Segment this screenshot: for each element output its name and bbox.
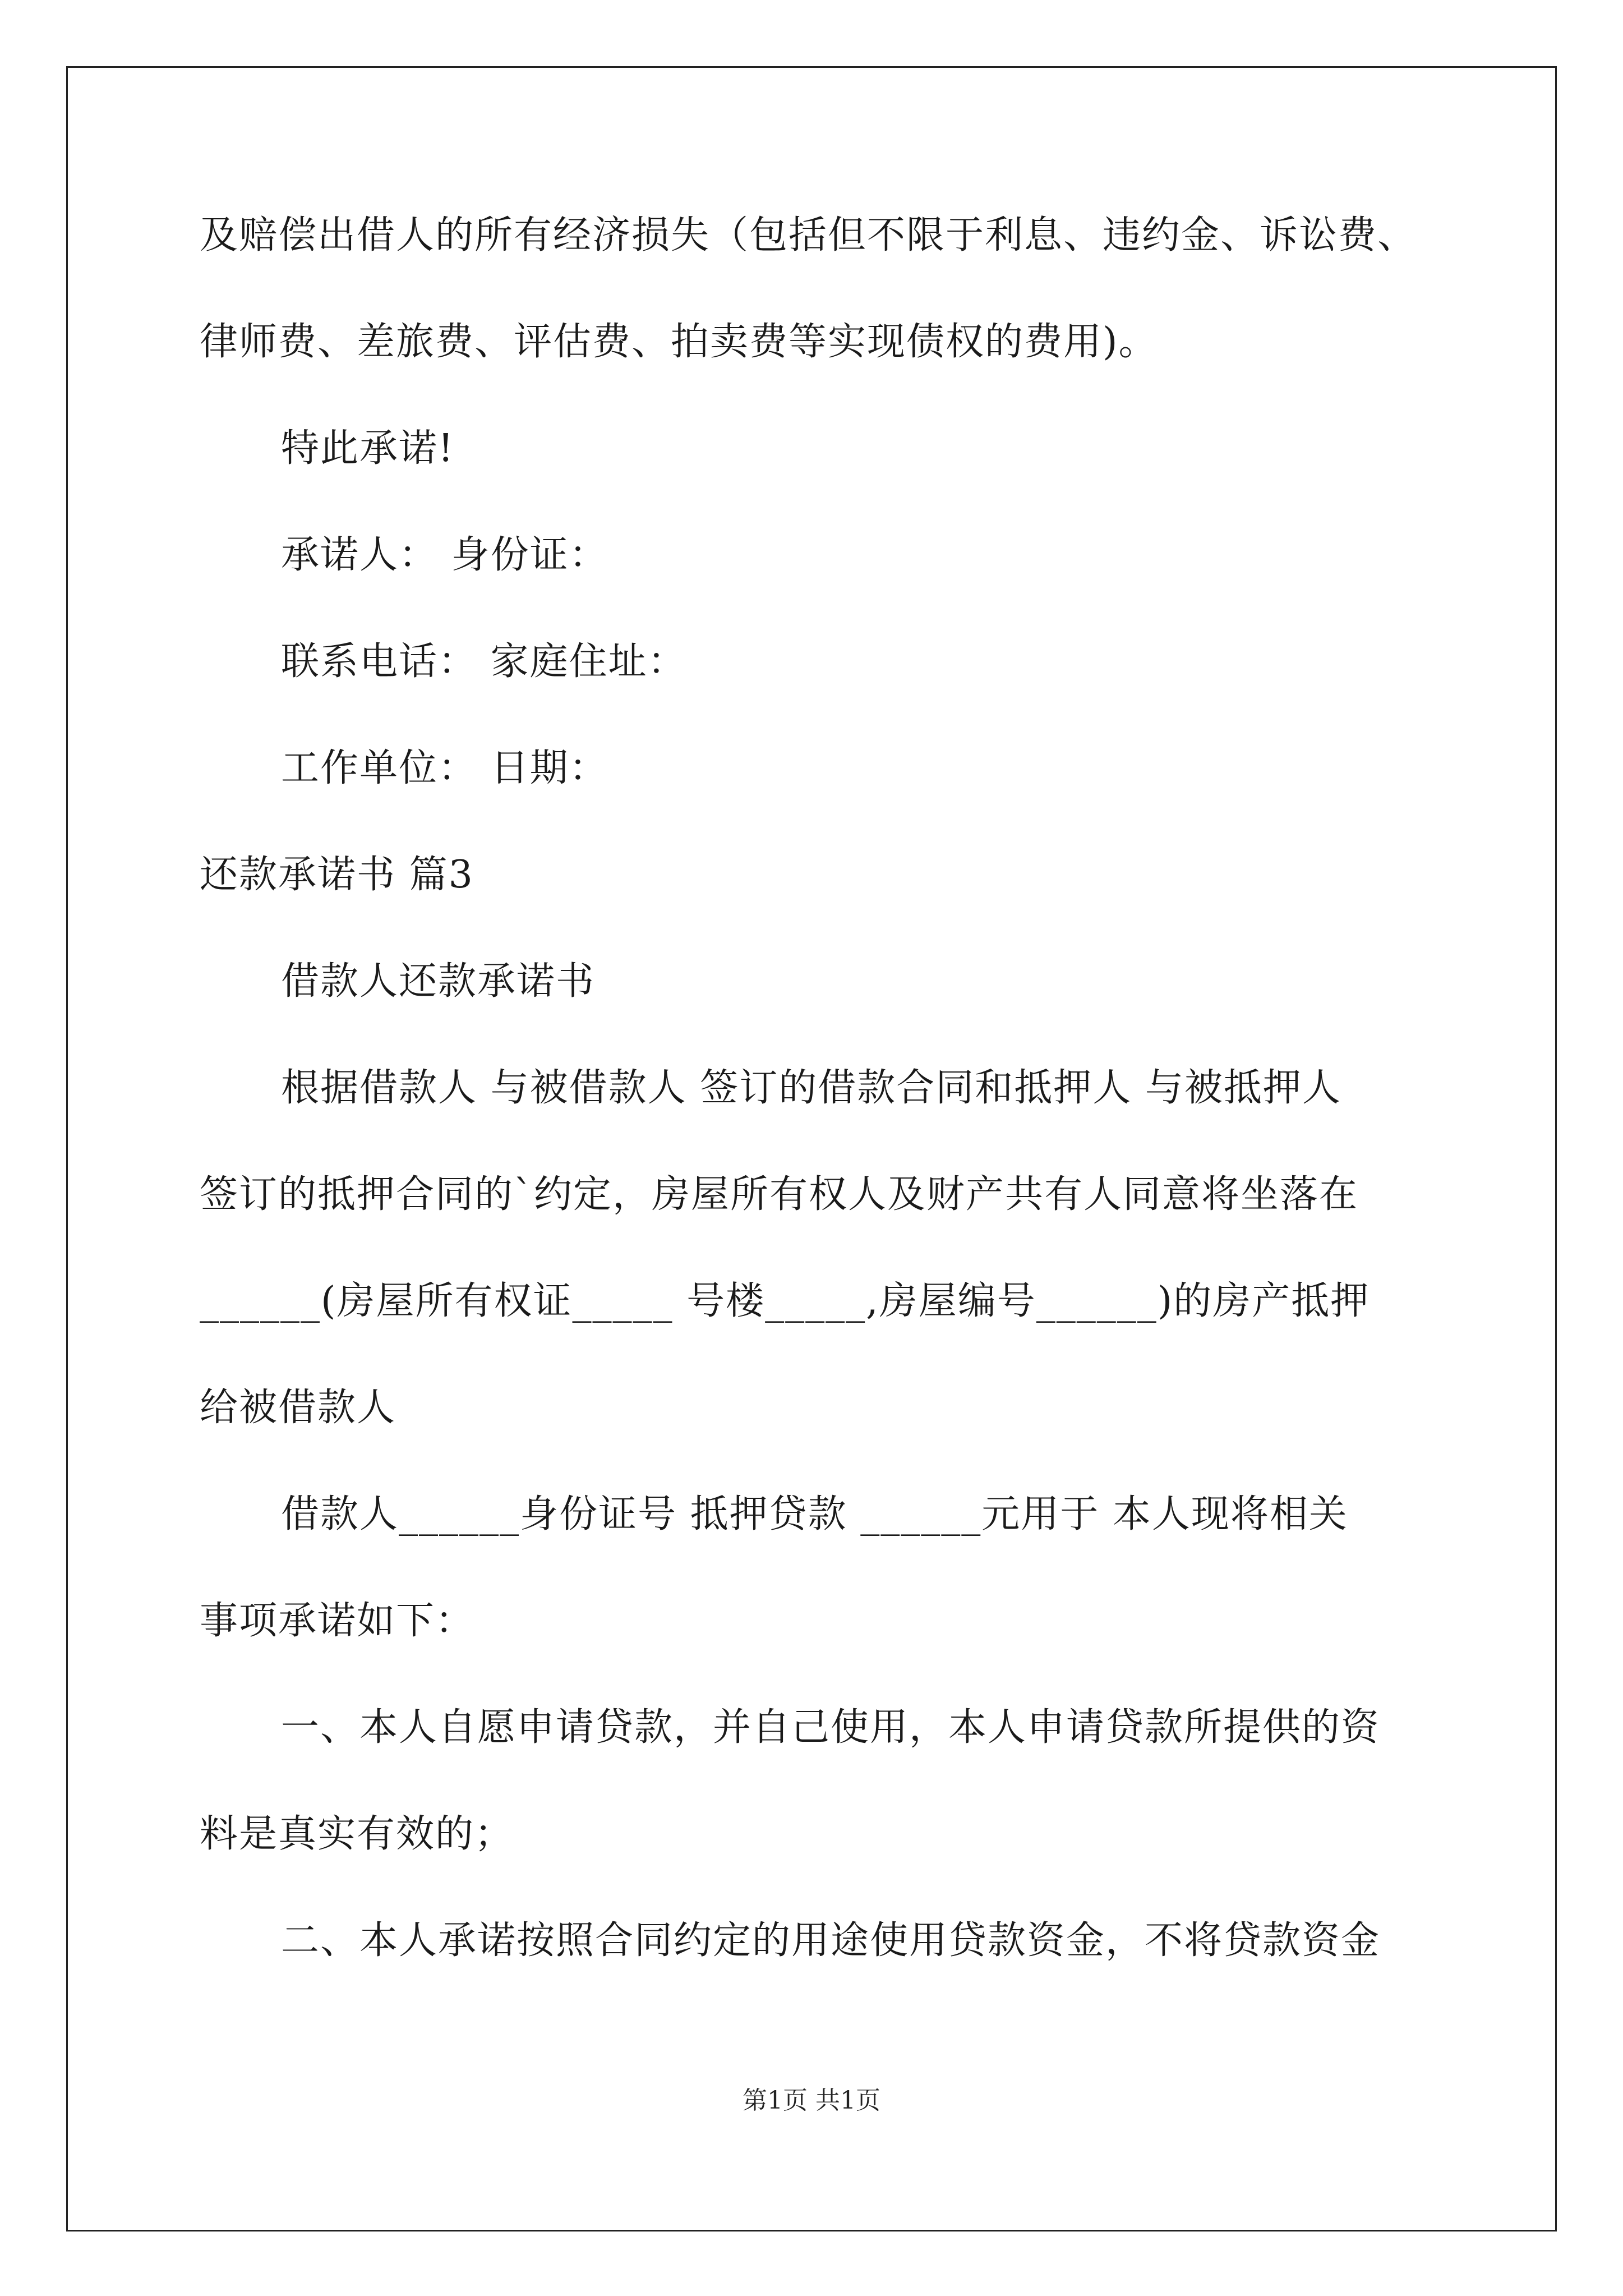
- signature-field-promisor: 承诺人： 身份证：: [281, 533, 608, 577]
- paragraph-line: 签订的抵押合同的`约定，房屋所有权人及财产共有人同意将坐落在: [200, 1172, 1359, 1217]
- list-item-1: 一、本人自愿申请贷款，并自己使用，本人申请贷款所提供的资: [281, 1705, 1381, 1750]
- paragraph-line: 律师费、差旅费、评估费、拍卖费等实现债权的费用)。: [200, 320, 1158, 364]
- paragraph-line: ______(房屋所有权证_____ 号楼_____,房屋编号______)的房产抵押: [200, 1279, 1370, 1323]
- paragraph-line: 借款人______身份证号 抵押贷款 ______元用于 本人现将相关: [281, 1492, 1348, 1536]
- paragraph-line: 及赔偿出借人的所有经济损失（包括但不限于利息、违约金、诉讼费、: [200, 213, 1417, 257]
- page-border: [66, 66, 1557, 2231]
- paragraph-line: 事项承诺如下：: [200, 1599, 475, 1643]
- signature-field-work: 工作单位： 日期：: [281, 746, 608, 790]
- page-number-footer: 第1页 共1页: [743, 2086, 880, 2115]
- paragraph-line: 给被借款人: [200, 1386, 396, 1430]
- list-item-2: 二、本人承诺按照合同约定的用途使用贷款资金，不将贷款资金: [281, 1918, 1381, 1963]
- list-item-1-continued: 料是真实有效的；: [200, 1812, 514, 1856]
- paragraph-line: 根据借款人 与被借款人 签订的借款合同和抵押人 与被抵押人: [281, 1066, 1341, 1110]
- document-title: 借款人还款承诺书: [281, 959, 596, 1004]
- signature-field-contact: 联系电话： 家庭住址：: [281, 639, 687, 684]
- section-heading: 还款承诺书 篇3: [200, 853, 474, 897]
- closing-statement: 特此承诺!: [281, 426, 455, 471]
